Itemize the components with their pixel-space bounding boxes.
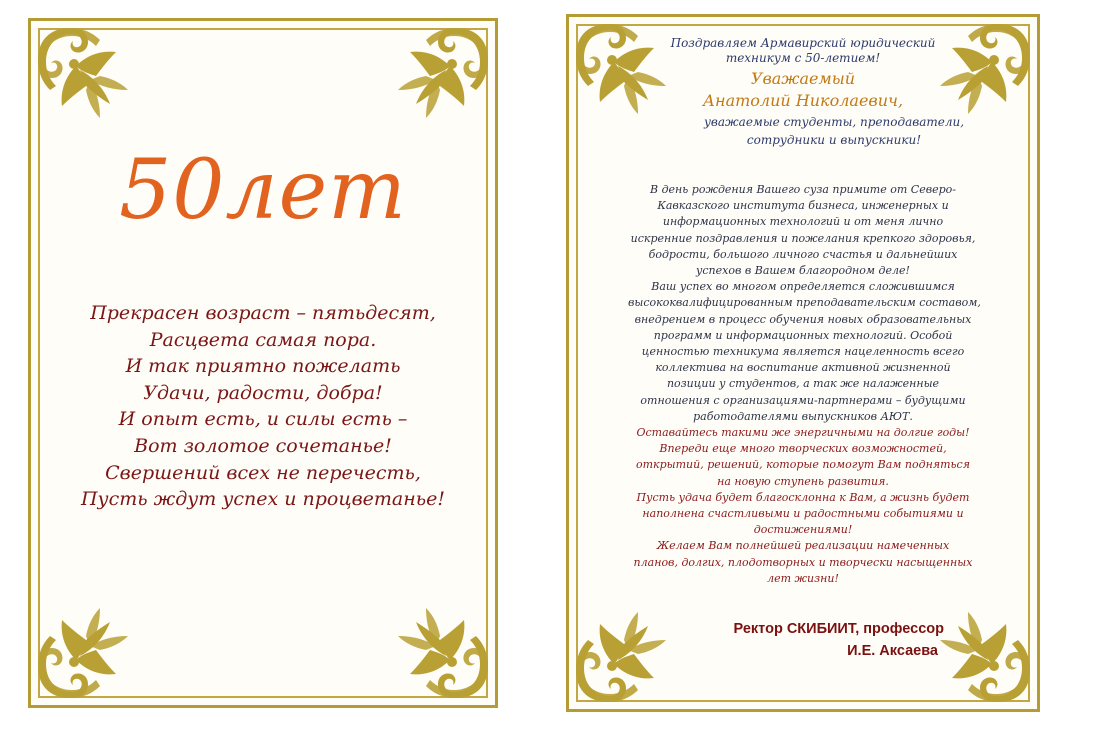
poem-line: Пусть ждут успех и процветанье! xyxy=(80,488,445,511)
ornament-corner-icon xyxy=(386,596,496,706)
left-greeting-page xyxy=(28,18,498,708)
congrats-line: Поздравляем Армавирский юридический xyxy=(670,36,936,50)
addressee-name: Анатолий Николаевич, xyxy=(702,91,904,110)
body-line: Пусть удача будет благосклонна к Вам, а жизнь будет xyxy=(636,490,970,504)
body-line: лет жизни! xyxy=(767,571,839,585)
body-line: Ваш успех во многом определяется сложившимся xyxy=(651,280,955,294)
body-line: планов, долгих, плодотворных и творчески насыщенных xyxy=(633,555,973,569)
letter-body xyxy=(628,182,981,587)
salutation: Уважаемый xyxy=(750,69,856,88)
body-line: информационных технологий и от меня лично xyxy=(662,215,944,229)
body-line: внедрением в процесс обучения новых образовательных xyxy=(634,312,972,326)
body-line: искренние поздравления и пожелания крепкого здоровья, xyxy=(630,231,976,245)
body-line: высококвалифицированным преподавательским составом, xyxy=(628,296,981,310)
body-line: В день рождения Вашего суза примите от Северо- xyxy=(649,183,957,196)
ornament-corner-icon xyxy=(386,20,496,130)
congrats-line: техникум с 50-летием! xyxy=(725,51,881,65)
body-line: отношения с организациями-партнерами – будущими xyxy=(640,393,966,407)
body-line: работодателями выпускников АЮТ. xyxy=(693,409,913,423)
ornament-corner-icon xyxy=(568,600,678,710)
body-line: позиции у студентов, а так же налаженные xyxy=(666,377,940,391)
body-line: успехов в Вашем благородном деле! xyxy=(696,264,910,278)
body-line: бодрости, большого личного счастья и дальнейших xyxy=(648,247,958,261)
anniversary-title: 50лет xyxy=(119,143,407,238)
body-line: ценностью техникума является нацеленность всего xyxy=(641,345,965,359)
body-line: открытий, решений, которые помогут Вам подняться xyxy=(635,458,970,472)
poem-line: Удачи, радости, добра! xyxy=(143,381,383,404)
audience-line: уважаемые студенты, преподаватели, xyxy=(703,115,965,129)
letter-header xyxy=(626,36,980,148)
body-line: наполнена счастливыми и радостными событиями и xyxy=(642,507,964,521)
poem-line: Расцвета самая пора. xyxy=(149,328,377,351)
signature-name: И.Е. Аксаева xyxy=(847,643,938,659)
body-line: Желаем Вам полнейшей реализации намеченных xyxy=(656,539,950,553)
body-line: достижениями! xyxy=(753,523,853,537)
body-line: Оставайтесь такими же энергичными на долгие годы! xyxy=(636,426,970,440)
ornament-corner-icon xyxy=(30,596,140,706)
poem-line: Прекрасен возраст – пятьдесят, xyxy=(90,302,436,324)
body-line: Кавказского института бизнеса, инженерных и xyxy=(657,199,949,213)
right-letter-page xyxy=(566,14,1040,712)
poem xyxy=(68,300,458,513)
poem-line: И так приятно пожелать xyxy=(125,355,401,378)
ornament-corner-icon xyxy=(30,20,140,130)
poem-line: Свершений всех не перечесть, xyxy=(105,461,421,484)
poem-line: И опыт есть, и силы есть – xyxy=(118,408,408,431)
ornament-corner-icon xyxy=(928,600,1038,710)
body-line: на новую ступень развития. xyxy=(717,474,889,488)
signature-title: Ректор СКИБИИТ, профессор xyxy=(733,621,944,637)
body-line: коллектива на воспитание активной жизненной xyxy=(655,361,951,375)
audience-line: сотрудники и выпускники! xyxy=(746,133,922,147)
poem-line: Вот золотое сочетанье! xyxy=(134,434,392,457)
signature-block xyxy=(734,618,944,662)
body-line: Впереди еще много творческих возможностей, xyxy=(659,442,947,456)
body-line: программ и информационных технологий. Особой xyxy=(653,328,953,342)
